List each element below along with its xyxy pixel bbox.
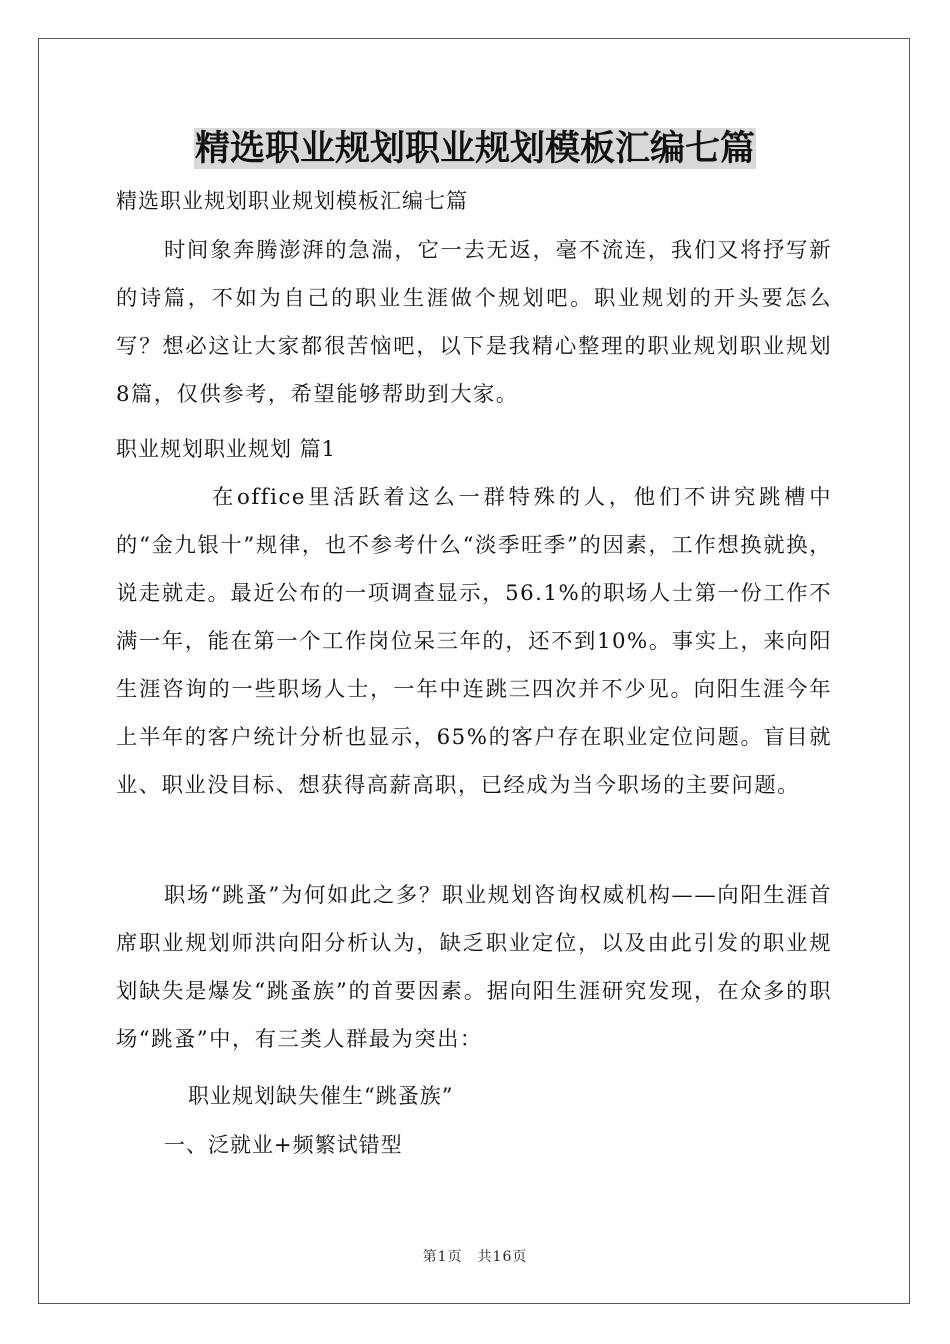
intro-paragraph: 时间象奔腾澎湃的急湍，它一去无返，毫不流连，我们又将抒写新的诗篇，不如为自己的职业生涯做个规划吧。职业规划的开头要怎么写？想必这让大家都很苦恼吧，以下是我精心整理的职业规划职业规划8篇，仅供参考，希望能够帮助到大家。 — [116, 238, 832, 407]
document-title — [0, 126, 950, 172]
section-heading: 职业规划职业规划 篇1 — [116, 437, 337, 461]
page-footer: 第1页 共16页 — [422, 1249, 528, 1265]
subheading-2: 一、泛就业+频繁试错型 — [164, 1133, 403, 1157]
document-subtitle: 精选职业规划职业规划模板汇编七篇 — [116, 189, 468, 213]
subheading-1: 职业规划缺失催生“跳蚤族” — [188, 1084, 454, 1108]
body-paragraph-2: 职场“跳蚤”为何如此之多？职业规划咨询权威机构——向阳生涯首席职业规划师洪向阳分析认为，缺乏职业定位，以及由此引发的职业规划缺失是爆发“跳蚤族”的首要因素。据向阳生涯研究发现，在众多的职场“跳蚤”中，有三类人群最为突出： — [116, 883, 832, 1052]
title-text: 精选职业规划职业规划模板汇编七篇 — [194, 128, 755, 169]
body-paragraph-1: 在office里活跃着这么一群特殊的人，他们不讲究跳槽中的“金九银十”规律，也不参考什么“淡季旺季”的因素，工作想换就换，说走就走。最近公布的一项调查显示，56.1%的职场人士第一份工作不满一年，能在第一个工作岗位呆三年的，还不到10%。事实上，来向阳生涯咨询的一些职场人士，一年中连跳三四次并不少见。向阳生涯今年上半年的客户统计分析也显示，65%的客户存在职业定位问题。盲目就业、职业没目标、想获得高薪高职，已经成为当今职场的主要问题。 — [116, 485, 832, 798]
